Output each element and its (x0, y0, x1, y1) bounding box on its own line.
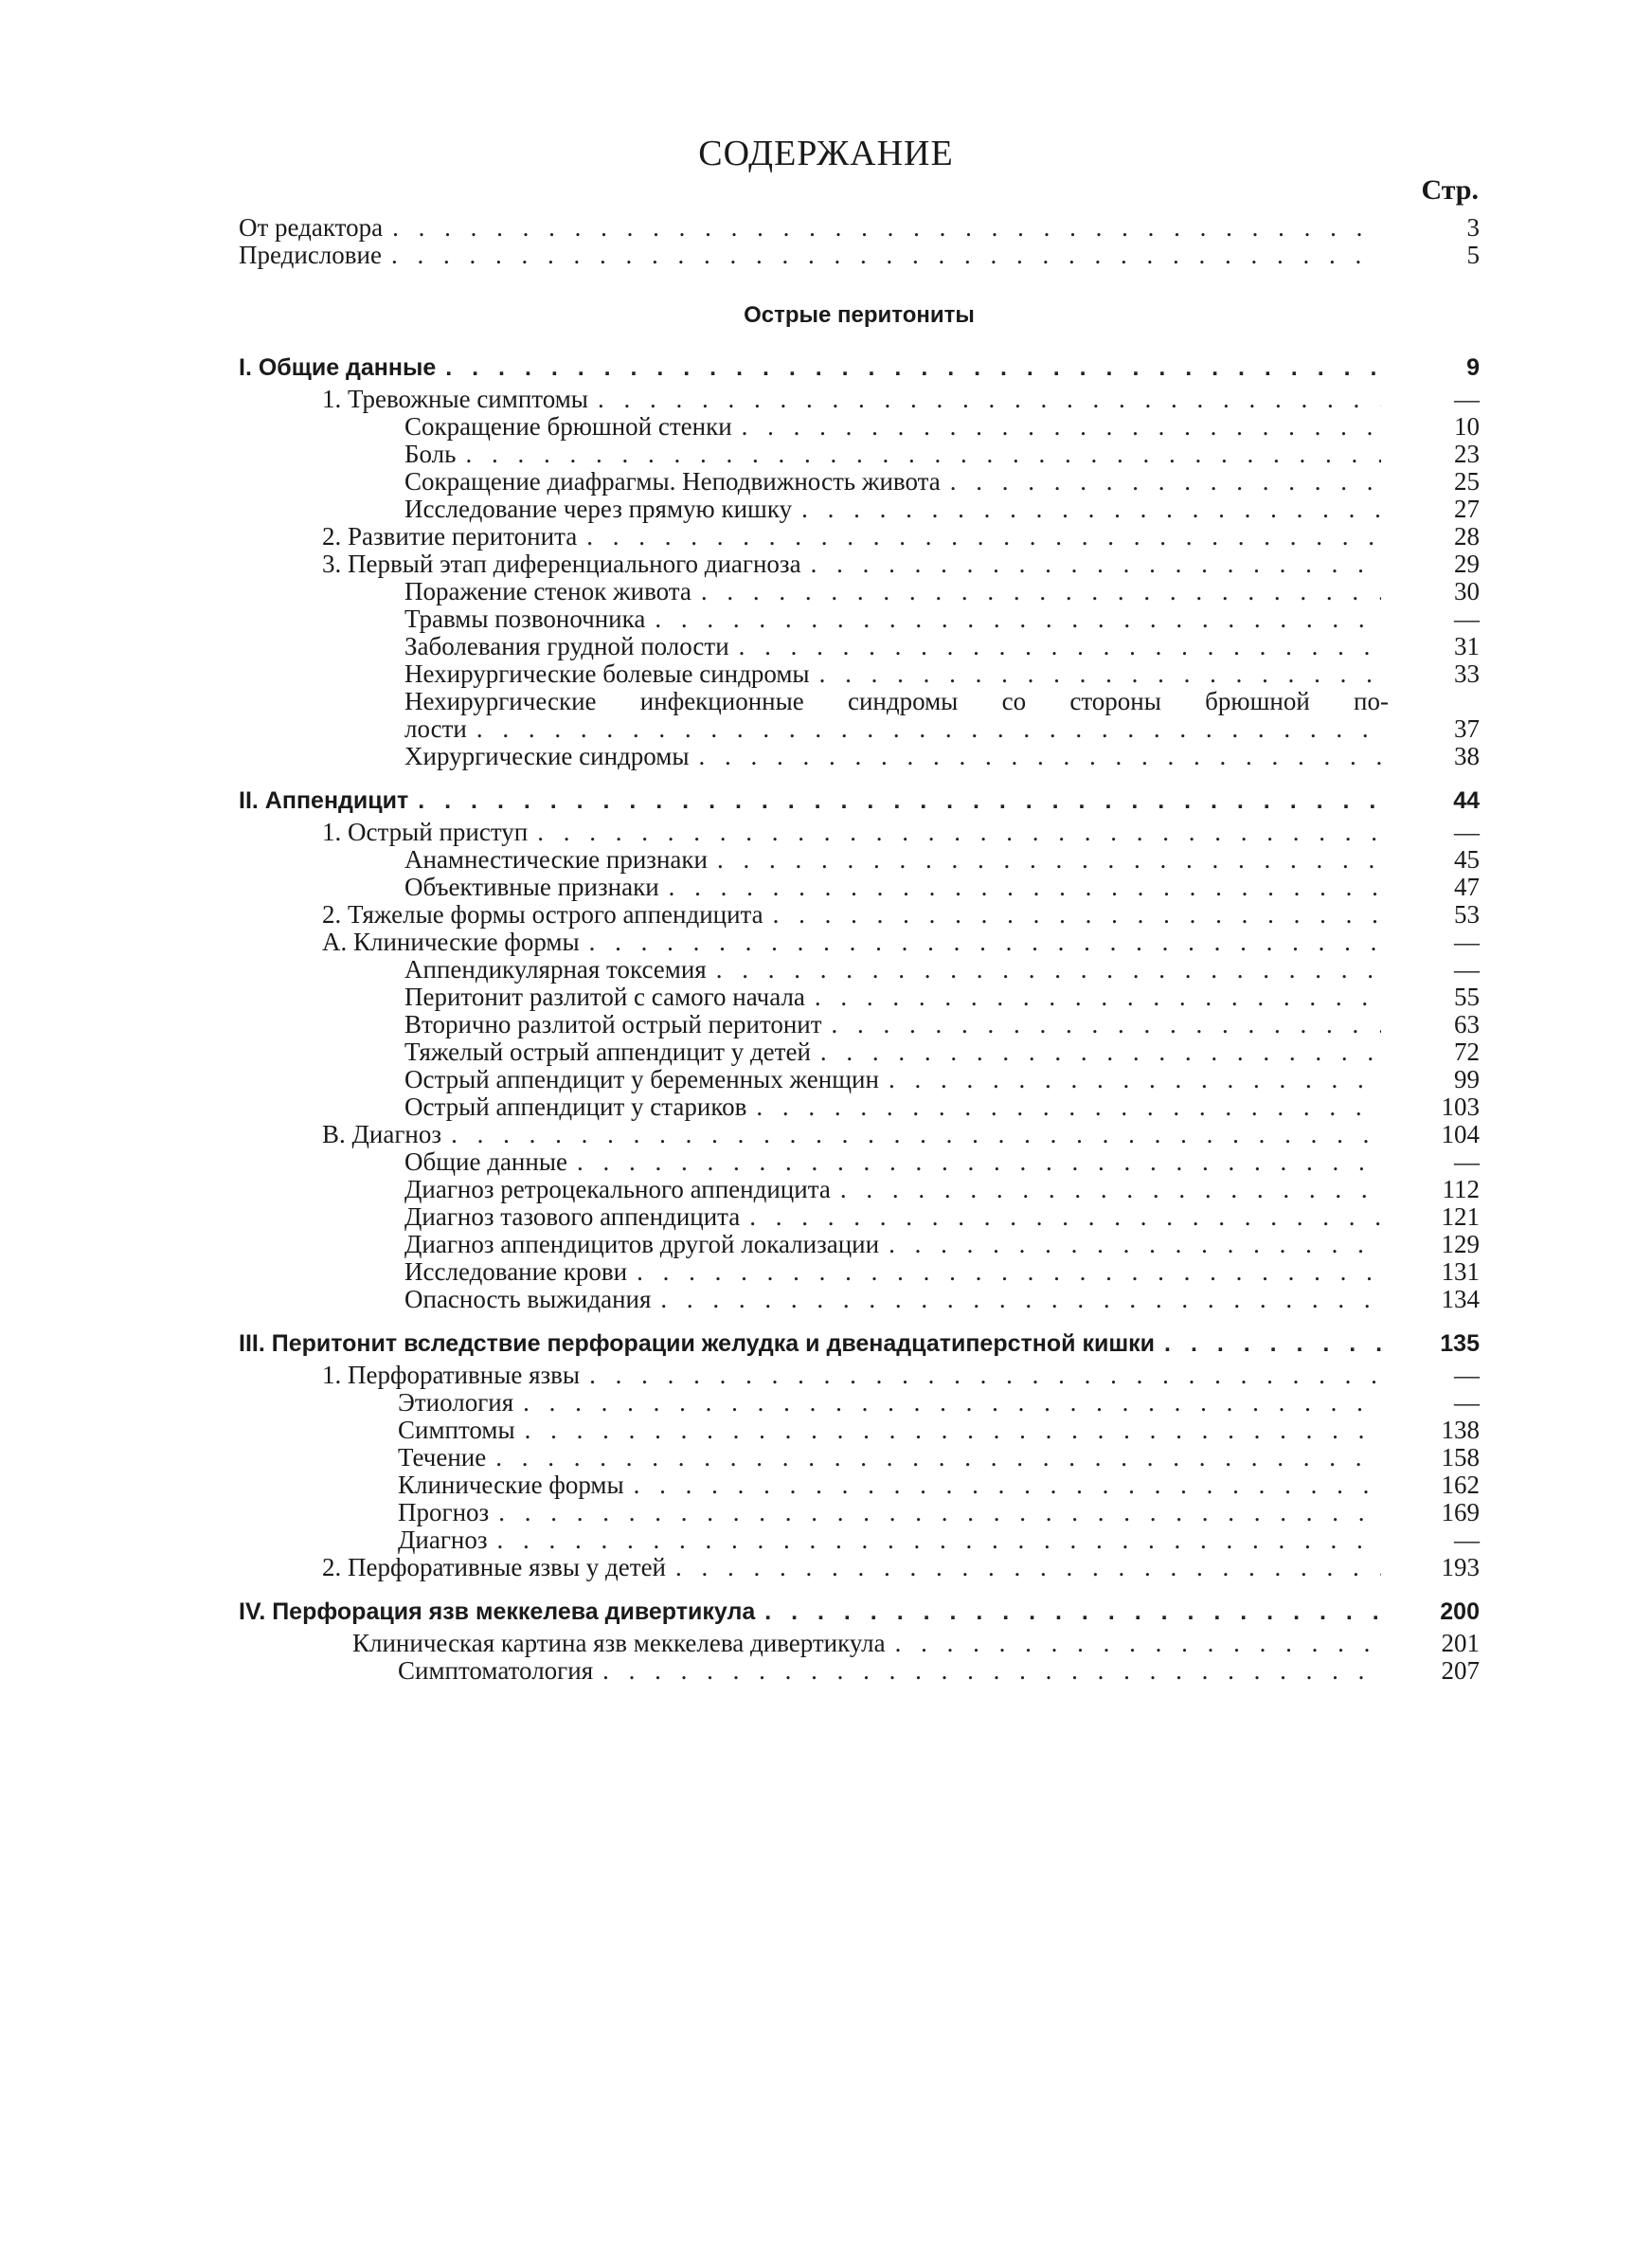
toc-entry (239, 1011, 1480, 1038)
dot-leader (498, 1499, 1381, 1526)
toc-front-entry (239, 214, 1480, 242)
dot-leader (840, 1176, 1381, 1203)
toc-entry (239, 901, 1480, 929)
page-number: 47 (1454, 873, 1480, 901)
page-number: 200 (1440, 1598, 1480, 1625)
toc-entry (239, 1444, 1480, 1472)
toc-entry-text: Этиология (398, 1388, 514, 1417)
toc-entry-text: Анамнестические признаки (404, 845, 708, 874)
toc-entry-text: Общие данные (404, 1147, 567, 1176)
dot-leader (660, 1286, 1381, 1313)
dot-leader (739, 633, 1381, 660)
page-number: 103 (1441, 1092, 1480, 1121)
page-column-label: Стр. (1421, 174, 1479, 206)
toc-entry-text: 3. Первый этап диференциального диагноза (322, 550, 801, 578)
toc-entry (239, 1554, 1480, 1581)
page-number: 44 (1453, 787, 1480, 814)
toc-chapter (239, 354, 1480, 382)
toc-entry (239, 743, 1480, 770)
page-number: 162 (1441, 1471, 1480, 1499)
dot-leader (589, 1362, 1381, 1389)
page-number: — (1454, 605, 1480, 633)
toc-entry-text: I. Общие данные (239, 354, 437, 381)
page-number: 25 (1454, 467, 1480, 496)
toc-entry-text: Заболевания грудной полости (404, 632, 729, 660)
page-number: — (1454, 1361, 1480, 1389)
toc-entry-text: В. Диагноз (322, 1120, 442, 1148)
dot-leader (669, 874, 1381, 901)
toc-entry (239, 1472, 1480, 1499)
toc-entry-text: Нехирургические инфекционные синдромы со стороны брюшной по- (404, 687, 1389, 715)
toc-entry (239, 605, 1480, 633)
toc-entry (239, 1286, 1480, 1313)
toc-entry-text: Боль (404, 440, 457, 468)
page-number: 207 (1441, 1656, 1480, 1685)
dot-leader (815, 984, 1381, 1011)
toc-entry (239, 1258, 1480, 1286)
dot-leader (537, 819, 1381, 846)
page-number: 135 (1440, 1330, 1480, 1357)
toc-entry (239, 1417, 1480, 1444)
toc-entry (239, 523, 1480, 551)
toc-entry-text: Течение (398, 1443, 487, 1472)
toc-chapter (239, 787, 1480, 815)
page-number: 27 (1454, 495, 1480, 523)
dot-leader (801, 496, 1381, 523)
dot-leader (717, 846, 1381, 874)
toc-entry (239, 1499, 1480, 1526)
toc-entry-text: Симптоматология (398, 1656, 594, 1685)
dot-leader (950, 468, 1381, 496)
toc-entry-text: Диагноз ретроцекального аппендицита (404, 1175, 831, 1203)
toc-entry-text: А. Клинические формы (322, 928, 580, 956)
toc-entry-text: Аппендикулярная токсемия (404, 955, 707, 984)
dot-leader (820, 1038, 1381, 1066)
toc-entry-text: От редактора (239, 213, 384, 242)
toc-front-entry (239, 242, 1480, 269)
dot-leader (819, 660, 1381, 688)
toc-entry (239, 1362, 1480, 1389)
toc-entry (239, 984, 1480, 1011)
toc-chapter (239, 1330, 1480, 1358)
dot-leader (634, 1472, 1381, 1499)
toc-entry-text: Прогноз (398, 1498, 490, 1526)
page-number: 169 (1441, 1498, 1480, 1526)
toc-entry (239, 1526, 1480, 1554)
dot-leader (418, 787, 1381, 815)
dot-leader (764, 1598, 1381, 1626)
page-number: 138 (1441, 1416, 1480, 1444)
page-number: 29 (1454, 550, 1480, 578)
toc-entry (239, 874, 1480, 901)
toc-entry-text: Тяжелый острый аппендицит у детей (404, 1038, 811, 1066)
toc-entry (239, 633, 1480, 660)
page-number: 9 (1466, 354, 1480, 381)
toc-entry-text: 1. Острый приступ (322, 818, 529, 846)
dot-leader (495, 1444, 1381, 1472)
toc-entry-text: Диагноз (398, 1526, 488, 1554)
toc-entry-text: Острый аппендицит у беременных женщин (404, 1065, 879, 1093)
toc-entry-text: 1. Перфоративные язвы (322, 1361, 581, 1389)
page-number: 55 (1454, 983, 1480, 1011)
dot-leader (523, 1389, 1381, 1417)
toc-entry-text: Объективные признаки (404, 873, 659, 901)
dot-leader (889, 1231, 1381, 1258)
page-number: 38 (1454, 742, 1480, 770)
toc-entry (239, 441, 1480, 468)
page-number: 201 (1441, 1629, 1480, 1657)
toc-entry (239, 688, 1480, 715)
toc-entry (239, 1093, 1480, 1121)
page-number: — (1454, 955, 1480, 984)
toc-entry-text: Опасность выжидания (404, 1285, 652, 1313)
page-number: 99 (1454, 1065, 1480, 1093)
toc-entry (239, 468, 1480, 496)
toc-entry (239, 1231, 1480, 1258)
page-title: СОДЕРЖАНИЕ (698, 134, 954, 173)
toc-entry-text: Исследование через прямую кишку (404, 495, 793, 523)
dot-leader (811, 551, 1381, 578)
toc-entry (239, 846, 1480, 874)
toc-entry-text: Диагноз тазового аппендицита (404, 1202, 741, 1231)
dot-leader (392, 214, 1381, 242)
toc-entry (239, 1630, 1480, 1657)
page-number: 104 (1441, 1120, 1480, 1148)
toc-entry-text: Хирургические синдромы (404, 742, 690, 770)
dot-leader (577, 1148, 1381, 1176)
dot-leader (895, 1630, 1381, 1657)
toc-entry-text: лости (404, 714, 467, 743)
page-number: 23 (1454, 440, 1480, 468)
toc-entry (239, 496, 1480, 523)
dot-leader (598, 386, 1381, 413)
page-number: — (1454, 928, 1480, 956)
dot-leader (701, 578, 1381, 605)
page-number: — (1454, 1526, 1480, 1554)
page-number: 5 (1466, 241, 1480, 269)
dot-leader (675, 1554, 1381, 1581)
dot-leader (391, 242, 1381, 269)
toc-entry-text: II. Аппендицит (239, 787, 409, 814)
dot-leader (637, 1258, 1381, 1286)
toc-entry (239, 578, 1480, 605)
page-number: — (1454, 1388, 1480, 1417)
page-number: — (1454, 385, 1480, 413)
page-number: 3 (1466, 213, 1480, 242)
dot-leader (749, 1203, 1381, 1231)
toc-entry-text: Нехирургические болевые синдромы (404, 659, 810, 688)
dot-leader (445, 354, 1381, 382)
toc-entry-text: Предисловие (239, 241, 382, 269)
page-number: 112 (1442, 1175, 1480, 1203)
toc-entry (239, 386, 1480, 413)
dot-leader (451, 1121, 1381, 1148)
page-number: — (1454, 1147, 1480, 1176)
toc-entry-text: III. Перитонит вследствие перфорации желудка и двенадцатиперстной кишки (239, 1330, 1156, 1357)
toc-entry (239, 956, 1480, 984)
dot-leader (586, 523, 1381, 551)
toc-entry (239, 1176, 1480, 1203)
toc-entry (239, 715, 1480, 743)
page-number: 53 (1454, 900, 1480, 929)
toc-entry (239, 660, 1480, 688)
toc-entry (239, 1389, 1480, 1417)
toc-entry-text: Клинические формы (398, 1471, 624, 1499)
dot-leader (497, 1526, 1381, 1554)
toc-entry-text: Поражение стенок живота (404, 577, 691, 605)
page-number: 72 (1454, 1038, 1480, 1066)
toc-entry-text: 2. Развитие перитонита (322, 522, 578, 551)
page-number: 31 (1454, 632, 1480, 660)
page-number: 63 (1454, 1010, 1480, 1038)
dot-leader (756, 1093, 1381, 1121)
toc-entry (239, 1038, 1480, 1066)
toc-entry-text: Симптомы (398, 1416, 515, 1444)
page-number: 37 (1454, 714, 1480, 743)
page-number: 121 (1441, 1202, 1480, 1231)
toc-entry (239, 1657, 1480, 1685)
toc-entry-text: Вторично разлитой острый перитонит (404, 1010, 822, 1038)
toc-entry-text: Перитонит разлитой с самого начала (404, 983, 805, 1011)
page-number: 134 (1441, 1285, 1480, 1313)
dot-leader (698, 743, 1381, 770)
toc-entry-text: Исследование крови (404, 1257, 628, 1286)
table-of-contents (239, 214, 1480, 1685)
toc-entry-text: Сокращение брюшной стенки (404, 412, 732, 441)
page-number: 193 (1441, 1553, 1480, 1581)
dot-leader (589, 929, 1381, 956)
dot-leader (465, 441, 1381, 468)
dot-leader (742, 413, 1381, 441)
toc-entry-text: 2. Тяжелые формы острого аппендицита (322, 900, 763, 929)
dot-leader (525, 1417, 1381, 1444)
toc-entry-text: 1. Тревожные симптомы (322, 385, 588, 413)
toc-entry-text: Диагноз аппендицитов другой локализации (404, 1230, 880, 1258)
toc-entry-text: Клиническая картина язв меккелева дивертикула (352, 1629, 886, 1657)
toc-entry-text: IV. Перфорация язв меккелева дивертикула (239, 1598, 756, 1625)
page-number: 10 (1454, 412, 1480, 441)
page-number: 28 (1454, 522, 1480, 551)
page-number: — (1454, 818, 1480, 846)
toc-entry (239, 1148, 1480, 1176)
toc-entry-text: Сокращение диафрагмы. Неподвижность живота (404, 467, 941, 496)
dot-leader (773, 901, 1381, 929)
toc-entry (239, 551, 1480, 578)
dot-leader (889, 1066, 1381, 1093)
dot-leader (1164, 1330, 1381, 1358)
toc-entry-text: Травмы позвоночника (404, 605, 646, 633)
dot-leader (476, 715, 1381, 743)
page-number: 158 (1441, 1443, 1480, 1472)
page-number: 30 (1454, 577, 1480, 605)
toc-entry (239, 1121, 1480, 1148)
toc-entry-text: Острый аппендицит у стариков (404, 1092, 747, 1121)
page-number: 45 (1454, 845, 1480, 874)
page-number: 131 (1441, 1257, 1480, 1286)
toc-entry (239, 819, 1480, 846)
dot-leader (716, 956, 1381, 984)
section-heading: Острые перитониты (744, 302, 975, 328)
page-number: 33 (1454, 659, 1480, 688)
toc-entry-text: 2. Перфоративные язвы у детей (322, 1553, 667, 1581)
dot-leader (832, 1011, 1381, 1038)
dot-leader (655, 605, 1381, 633)
toc-entry (239, 1066, 1480, 1093)
toc-chapter (239, 1598, 1480, 1626)
toc-entry (239, 413, 1480, 441)
toc-entry (239, 1203, 1480, 1231)
toc-entry (239, 929, 1480, 956)
dot-leader (602, 1657, 1381, 1685)
page-number: 129 (1441, 1230, 1480, 1258)
